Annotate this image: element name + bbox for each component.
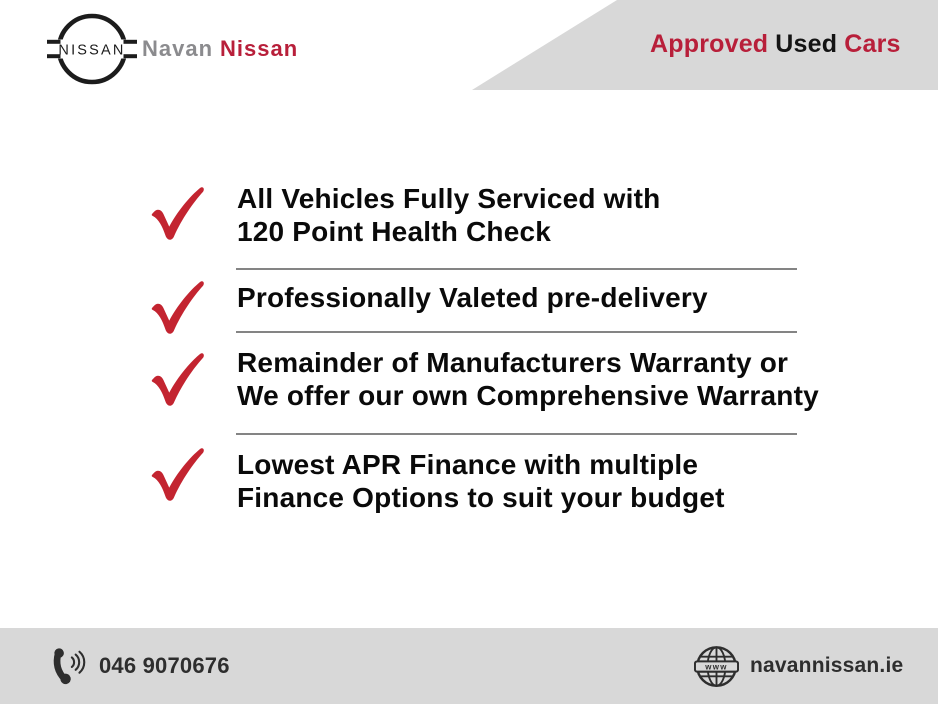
approved-used-cars-headline <box>650 31 901 57</box>
checklist-item-line: Finance Options to suit your budget <box>237 482 725 513</box>
checkmark-icon <box>147 186 205 244</box>
phone-icon <box>50 646 88 686</box>
checklist-item-line: Remainder of Manufacturers Warranty or <box>237 347 789 378</box>
phone-contact <box>50 628 230 704</box>
checklist-item <box>237 448 725 514</box>
nissan-logo-wordmark: NISSAN <box>58 42 126 59</box>
checklist-item-line: All Vehicles Fully Serviced with <box>237 183 661 214</box>
checklist-item <box>237 281 708 314</box>
headline-word-cars: Cars <box>844 30 901 58</box>
phone-number: 046 9070676 <box>99 653 230 678</box>
footer-bar <box>0 628 938 704</box>
website-contact <box>694 628 903 704</box>
website-url: navannissan.ie <box>750 654 904 677</box>
globe-www-label: www <box>705 662 728 671</box>
checkmark-icon <box>147 447 205 505</box>
dealer-name <box>142 38 298 60</box>
dealer-name-navan: Navan <box>142 36 214 61</box>
dealer-name-nissan: Nissan <box>220 36 299 61</box>
nissan-logo-icon <box>42 5 142 93</box>
checklist-item-line: 120 Point Health Check <box>237 216 552 247</box>
checklist-item <box>237 182 660 248</box>
headline-word-approved: Approved <box>650 30 769 58</box>
checklist-item-line: We offer our own Comprehensive Warranty <box>237 380 819 411</box>
checkmark-icon <box>147 280 205 338</box>
checklist-item <box>237 346 819 412</box>
headline-word-used: Used <box>775 30 838 58</box>
checklist-item-line: Lowest APR Finance with multiple <box>237 449 699 480</box>
www-globe-icon <box>694 644 739 689</box>
divider-line <box>236 331 797 333</box>
checklist-item-line: Professionally Valeted pre-delivery <box>237 282 708 313</box>
divider-line <box>236 433 797 435</box>
divider-line <box>236 268 797 270</box>
checkmark-icon <box>147 352 205 410</box>
